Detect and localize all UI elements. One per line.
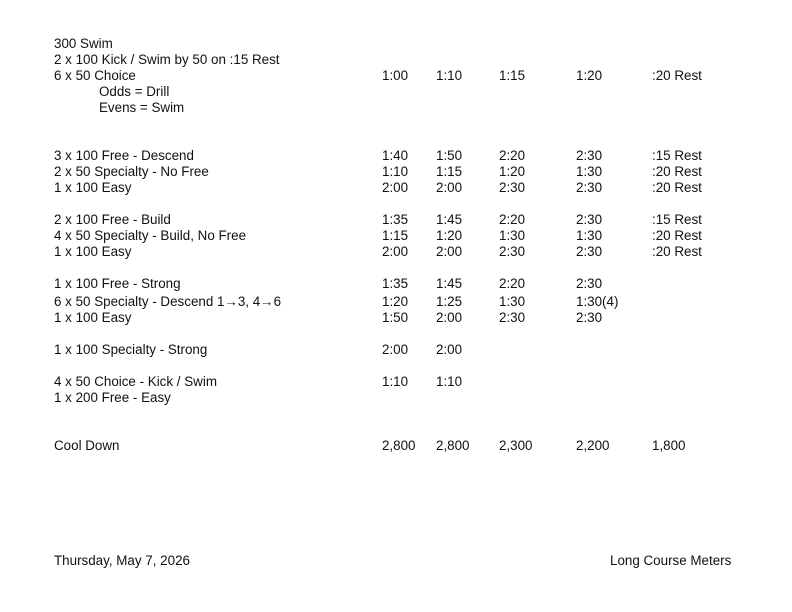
interval-group-1: 1:10 [382, 374, 409, 389]
workout-row [0, 68, 792, 84]
set-description: 1 x 100 Specialty - Strong [54, 342, 208, 357]
interval-group-1: 1:35 [382, 276, 409, 291]
set-description: 3 x 100 Free - Descend [54, 148, 194, 163]
set-description: 2 x 50 Specialty - No Free [54, 164, 209, 179]
interval-group-4: 1:30 [576, 228, 603, 243]
interval-group-2: 1:15 [436, 164, 463, 179]
footer-course-type: Long Course Meters [610, 553, 732, 568]
interval-group-3: 1:30 [499, 228, 526, 243]
set-description: 300 Swim [54, 36, 113, 51]
interval-group-4: 2:30 [576, 310, 603, 325]
interval-group-2: 1:45 [436, 276, 463, 291]
interval-group-2: 1:10 [436, 374, 463, 389]
interval-group-3: 2:30 [499, 310, 526, 325]
workout-row [0, 374, 792, 390]
set-description: 1 x 100 Easy [54, 310, 132, 325]
interval-group-2: 2:00 [436, 342, 463, 357]
workout-row [0, 52, 792, 68]
interval-group-2: 1:45 [436, 212, 463, 227]
interval-group-3: 1:20 [499, 164, 526, 179]
set-description: 6 x 50 Choice [54, 68, 136, 83]
interval-group-1: 1:15 [382, 228, 409, 243]
interval-group-3: 1:30 [499, 294, 526, 309]
set-description: 1 x 200 Free - Easy [54, 390, 171, 405]
interval-group-5: :20 Rest [652, 244, 702, 259]
interval-group-4: 2:30 [576, 212, 603, 227]
interval-group-2: 2:00 [436, 310, 463, 325]
footer-date: Thursday, May 7, 2026 [54, 553, 190, 568]
interval-group-3: 2:20 [499, 212, 526, 227]
interval-group-1: 1:50 [382, 310, 409, 325]
interval-group-3: 2:20 [499, 276, 526, 291]
interval-group-4: 1:20 [576, 68, 603, 83]
interval-group-1: 1:40 [382, 148, 409, 163]
total-distance-group-1: 2,800 [382, 438, 416, 453]
interval-group-5: :20 Rest [652, 68, 702, 83]
set-note: Evens = Swim [99, 100, 185, 115]
workout-row [0, 342, 792, 358]
interval-group-1: 2:00 [382, 180, 409, 195]
interval-group-1: 1:35 [382, 212, 409, 227]
workout-row [0, 390, 792, 406]
interval-group-4: 1:30(4) [576, 294, 619, 309]
interval-group-4: 1:30 [576, 164, 603, 179]
interval-group-4: 2:30 [576, 148, 603, 163]
set-description: 2 x 100 Kick / Swim by 50 on :15 Rest [54, 52, 280, 67]
interval-group-4: 2:30 [576, 180, 603, 195]
interval-group-2: 1:50 [436, 148, 463, 163]
workout-row [0, 228, 792, 244]
interval-group-4: 2:30 [576, 276, 603, 291]
workout-row [0, 148, 792, 164]
total-distance-group-5: 1,800 [652, 438, 686, 453]
workout-row [0, 180, 792, 196]
workout-row [0, 36, 792, 52]
interval-group-2: 2:00 [436, 180, 463, 195]
interval-group-5: :15 Rest [652, 148, 702, 163]
set-description: 1 x 100 Easy [54, 180, 132, 195]
interval-group-5: :20 Rest [652, 180, 702, 195]
total-distance-group-3: 2,300 [499, 438, 533, 453]
interval-group-5: :20 Rest [652, 228, 702, 243]
interval-group-4: 2:30 [576, 244, 603, 259]
set-description: Cool Down [54, 438, 120, 453]
workout-row [0, 164, 792, 180]
workout-row [0, 276, 792, 292]
interval-group-5: :20 Rest [652, 164, 702, 179]
interval-group-3: 1:15 [499, 68, 526, 83]
interval-group-3: 2:30 [499, 244, 526, 259]
workout-row [0, 294, 792, 310]
set-description: 4 x 50 Specialty - Build, No Free [54, 228, 247, 243]
set-description: 1 x 100 Easy [54, 244, 132, 259]
interval-group-2: 1:20 [436, 228, 463, 243]
interval-group-5: :15 Rest [652, 212, 702, 227]
workout-row [0, 244, 792, 260]
workout-row [0, 310, 792, 326]
set-description: 6 x 50 Specialty - Descend 1→3, 4→6 [54, 294, 282, 309]
total-distance-group-4: 2,200 [576, 438, 610, 453]
workout-row [0, 212, 792, 228]
interval-group-2: 2:00 [436, 244, 463, 259]
set-description: 4 x 50 Choice - Kick / Swim [54, 374, 217, 389]
interval-group-1: 2:00 [382, 342, 409, 357]
cool-down-row [0, 438, 792, 454]
interval-group-1: 1:10 [382, 164, 409, 179]
interval-group-3: 2:30 [499, 180, 526, 195]
interval-group-2: 1:10 [436, 68, 463, 83]
interval-group-1: 2:00 [382, 244, 409, 259]
workout-row [0, 84, 792, 100]
set-description: 2 x 100 Free - Build [54, 212, 171, 227]
interval-group-3: 2:20 [499, 148, 526, 163]
total-distance-group-2: 2,800 [436, 438, 470, 453]
workout-row [0, 100, 792, 116]
interval-group-2: 1:25 [436, 294, 463, 309]
set-note: Odds = Drill [99, 84, 170, 99]
set-description: 1 x 100 Free - Strong [54, 276, 181, 291]
interval-group-1: 1:00 [382, 68, 409, 83]
interval-group-1: 1:20 [382, 294, 409, 309]
